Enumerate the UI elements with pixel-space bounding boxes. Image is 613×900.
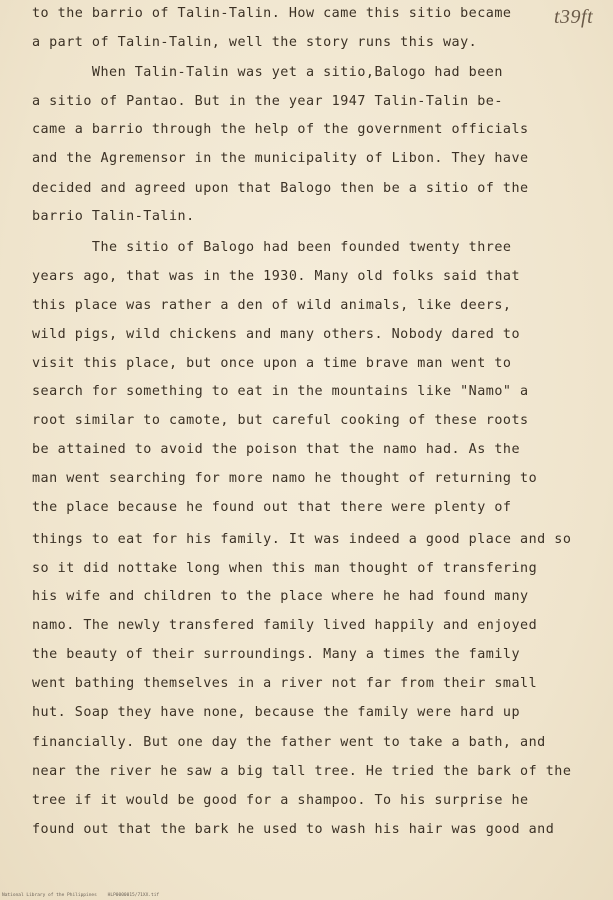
- text-line: and the Agremensor in the municipality of Libon. They have: [32, 151, 529, 166]
- scan-footer: National Library of the Philippines HLP0000015/71XX.tif: [2, 893, 160, 898]
- text-line: tree if it would be good for a shampoo. To his surprise he: [32, 793, 529, 808]
- page-number: t39ft: [554, 6, 594, 28]
- text-line: man went searching for more namo he thought of returning to: [32, 471, 538, 486]
- text-line: years ago, that was in the 1930. Many old folks said that: [32, 269, 521, 284]
- text-line: visit this place, but once upon a time brave man went to: [32, 356, 512, 371]
- text-line: his wife and children to the place where he had found many: [32, 589, 529, 604]
- text-line: things to eat for his family. It was indeed a good place and so: [32, 532, 572, 547]
- text-line: a sitio of Pantao. But in the year 1947 Talin-Talin be-: [32, 94, 503, 109]
- text-line: financially. But one day the father went to take a bath, and: [32, 735, 546, 750]
- text-line: a part of Talin-Talin, well the story runs this way.: [32, 35, 478, 50]
- text-line: found out that the bark he used to wash his hair was good and: [32, 822, 555, 837]
- text-line: wild pigs, wild chickens and many others. Nobody dared to: [32, 327, 521, 342]
- text-line: be attained to avoid the poison that the namo had. As the: [32, 442, 521, 457]
- text-line: near the river he saw a big tall tree. He tried the bark of the: [32, 764, 572, 779]
- text-line: the beauty of their surroundings. Many a times the family: [32, 647, 521, 662]
- text-line: so it did nottake long when this man thought of transfering: [32, 561, 538, 576]
- text-line: search for something to eat in the mountains like "Namo" a: [32, 384, 529, 399]
- text-line: When Talin-Talin was yet a sitio,Balogo had been: [32, 65, 503, 80]
- text-line: namo. The newly transfered family lived happily and enjoyed: [32, 618, 538, 633]
- text-line: barrio Talin-Talin.: [32, 209, 195, 224]
- text-line: came a barrio through the help of the government officials: [32, 122, 529, 137]
- text-line: root similar to camote, but careful cooking of these roots: [32, 413, 529, 428]
- text-line: The sitio of Balogo had been founded twenty three: [32, 240, 512, 255]
- text-line: to the barrio of Talin-Talin. How came this sitio became: [32, 6, 512, 21]
- text-line: went bathing themselves in a river not far from their small: [32, 676, 538, 691]
- text-line: the place because he found out that there were plenty of: [32, 500, 512, 515]
- text-line: hut. Soap they have none, because the family were hard up: [32, 705, 521, 720]
- text-line: this place was rather a den of wild animals, like deers,: [32, 298, 512, 313]
- text-line: decided and agreed upon that Balogo then be a sitio of the: [32, 181, 529, 196]
